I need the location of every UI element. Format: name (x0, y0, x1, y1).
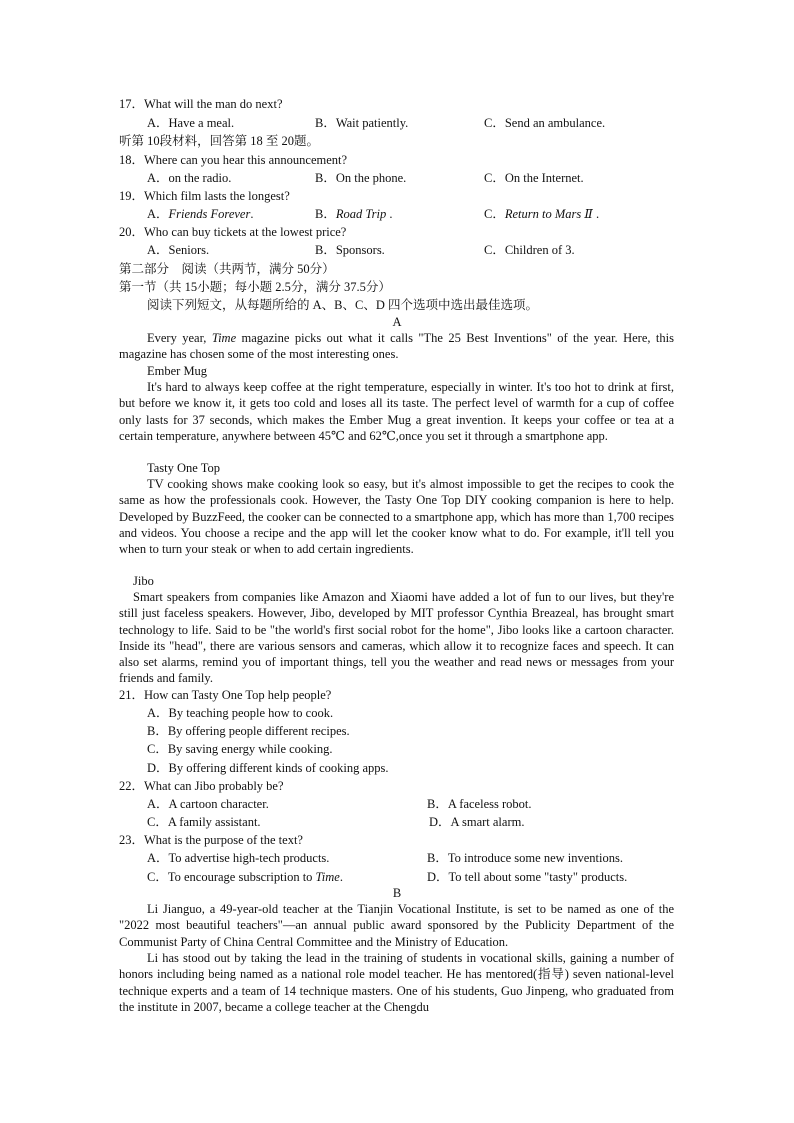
q18-option-b: B．On the phone. (315, 171, 407, 185)
q22-option-a: A．A cartoon character. (147, 797, 269, 811)
reading-section-title: 第一节（共 15小题；每小题 2.5分，满分 37.5分） (119, 280, 391, 294)
section10-instruction: 听第 10段材料，回答第 18 至 20题。 (119, 134, 320, 148)
magazine-name: Time (315, 870, 340, 884)
q23-option-c: C．To encourage subscription to Time. (147, 870, 343, 884)
ember-mug-paragraph: It's hard to always keep coffee at the right temperature, especially in winter. It's too hot to drink at first, but before we know it, it gets too cold and loses all its taste. The perfect level of warmth for a cup of coffee only lasts for 37 seconds, which makes the Ember Mug a great invention. It keeps your coffee or tea at a certain temperature, anywhere between 45℃ and 62℃,once you set it through a smartphone app. (119, 380, 674, 443)
q17-option-b: B．Wait patiently. (315, 116, 409, 130)
q19-option-a: A．Friends Forever. (147, 207, 254, 221)
q22-option-c: C．A family assistant. (147, 815, 261, 829)
reading-part-title: 第二部分 阅读（共两节，满分 50分） (119, 262, 335, 276)
q20-stem: 20．Who can buy tickets at the lowest price? (119, 225, 347, 239)
passage-b-paragraph-2: Li has stood out by taking the lead in the training of students in vocational skills, gaining a number of honors including being named as a national role model teacher. He has mentored(指导) seven national-level technique experts and a team of 14 technique masters. One of his students, Guo Jinpeng, who graduated from the institute in 2007, became a college teacher at the Chengdu (119, 951, 674, 1014)
q22-option-b: B．A faceless robot. (427, 797, 532, 811)
q17-option-c: C．Send an ambulance. (484, 116, 606, 130)
q21-option-c: C．By saving energy while cooking. (147, 742, 333, 756)
q23-option-a: A．To advertise high-tech products. (147, 851, 330, 865)
q17-stem: 17．What will the man do next? (119, 97, 283, 111)
q19-option-c: C．Return to Mars Ⅱ . (484, 207, 600, 221)
passage-a-letter: A (392, 315, 402, 329)
tasty-one-top-paragraph: TV cooking shows make cooking look so easy, but it's almost impossible to get the recipes to cook the same as how the professionals cook. However, the Tasty One Top DIY cooking companion is here to help. Developed by BuzzFeed, the cooker can be connected to a smartphone app, which has more than 1,700 recipes and videos. You choose a recipe and the app will let the cooker know what to do. For example, it'll tell you when to turn your steak or when to add certain ingredients. (119, 477, 674, 557)
q21-option-d: D．By offering different kinds of cooking apps. (147, 761, 389, 775)
magazine-name: Time (211, 331, 237, 345)
passage-a-intro: Every year, Time magazine picks out what it calls "The 25 Best Inventions" of the year. Here, this magazine has chosen some of the most interesting ones. (119, 331, 674, 362)
tasty-one-top-heading: Tasty One Top (147, 461, 221, 475)
film-title: Return to Mars Ⅱ (504, 207, 593, 221)
q20-option-a: A．Seniors. (147, 243, 210, 257)
q21-stem: 21．How can Tasty One Top help people? (119, 688, 332, 702)
q18-stem: 18．Where can you hear this announcement? (119, 153, 348, 167)
q19-stem: 19．Which film lasts the longest? (119, 189, 290, 203)
passage-b-letter: B (392, 886, 402, 900)
film-title: Friends Forever (168, 207, 251, 221)
q20-option-b: B．Sponsors. (315, 243, 385, 257)
q22-stem: 22．What can Jibo probably be? (119, 779, 284, 793)
q18-option-a: A．on the radio. (147, 171, 232, 185)
film-title: Road Trip (335, 207, 387, 221)
q23-option-d: D．To tell about some "tasty" products. (427, 870, 628, 884)
passage-b-paragraph-1: Li Jianguo, a 49-year-old teacher at the Tianjin Vocational Institute, is set to be named as one of the "2022 most beautiful teachers"—an annual public award sponsored by the Publicity Department of the Communist Party of China Central Committee and the Ministry of Education. (119, 902, 674, 949)
q20-option-c: C．Children of 3. (484, 243, 575, 257)
q23-option-b: B．To introduce some new inventions. (427, 851, 623, 865)
jibo-heading: Jibo (133, 574, 154, 588)
reading-instruction: 阅读下列短文，从每题所给的 A、B、C、D 四个选项中选出最佳选项。 (147, 298, 538, 312)
q18-option-c: C．On the Internet. (484, 171, 584, 185)
ember-mug-heading: Ember Mug (147, 364, 208, 378)
q21-option-b: B．By offering people different recipes. (147, 724, 350, 738)
q22-option-d: D．A smart alarm. (429, 815, 525, 829)
q21-option-a: A．By teaching people how to cook. (147, 706, 334, 720)
q23-stem: 23．What is the purpose of the text? (119, 833, 303, 847)
q17-option-a: A．Have a meal. (147, 116, 235, 130)
q19-option-b: B．Road Trip . (315, 207, 393, 221)
jibo-paragraph: Smart speakers from companies like Amazon and Xiaomi have added a lot of fun to our lives, but they're still just faceless speakers. However, Jibo, developed by MIT professor Cynthia Breazeal, has brought smart technology to life. Said to be "the world's first social robot for the home", Jibo looks like a cartoon character. Inside its "head", there are various sensors and cameras, which allow it to recognize faces and speech. It can also set alarms, remind you of important things, tell you the weather and read news or messages from your friends and family. (119, 590, 674, 686)
